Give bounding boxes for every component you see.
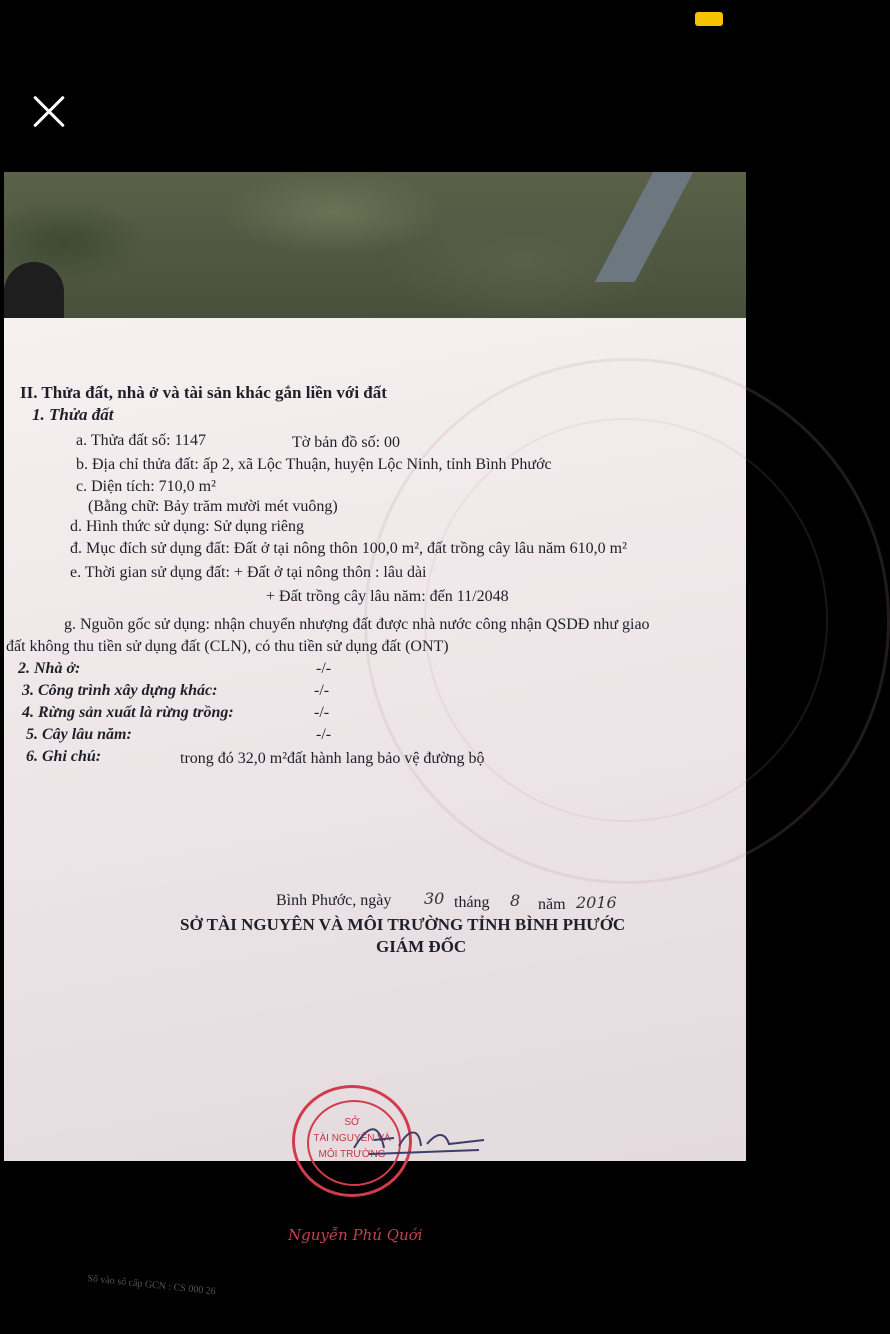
usage-time-2: + Đất trồng cây lâu năm: đến 11/2048 bbox=[266, 588, 509, 605]
close-icon[interactable] bbox=[24, 88, 72, 136]
item-forest-value: -/- bbox=[314, 704, 330, 721]
item-note: 6. Ghi chú: bbox=[26, 748, 102, 765]
usage-purpose: đ. Mục đích sử dụng đất: Đất ở tại nông thôn 100,0 m², đất trồng cây lâu năm 610,0 m² bbox=[70, 540, 627, 557]
item-house: 2. Nhà ở: bbox=[18, 660, 81, 677]
date-year: 2016 bbox=[576, 893, 617, 912]
red-seal: SỞ TÀI NGUYÊN VÀ MÔI TRƯỜNG bbox=[292, 1085, 412, 1197]
date-month: 8 bbox=[510, 891, 521, 910]
item-house-value: -/- bbox=[316, 660, 332, 677]
origin-line-1: g. Nguồn gốc sử dụng: nhận chuyển nhượng đất được nhà nước công nhận QSDĐ như giao bbox=[64, 616, 650, 633]
date-day: 30 bbox=[424, 889, 445, 908]
battery-icon bbox=[695, 12, 723, 26]
document-photo bbox=[4, 172, 746, 1298]
footer-note: Số vào sổ cấp GCN : CS 000 26 bbox=[86, 1273, 217, 1298]
area-in-words: (Bằng chữ: Bảy trăm mười mét vuông) bbox=[88, 498, 338, 515]
item-forest: 4. Rừng sản xuất là rừng trồng: bbox=[22, 704, 234, 721]
usage-form: d. Hình thức sử dụng: Sử dụng riêng bbox=[70, 518, 305, 535]
usage-time-1: e. Thời gian sử dụng đất: + Đất ở tại nông thôn : lâu dài bbox=[70, 564, 427, 581]
map-sheet: Tờ bản đồ số: 00 bbox=[292, 434, 401, 451]
item-note-value: trong đó 32,0 m²đất hành lang bảo vệ đường bộ bbox=[180, 750, 485, 767]
item-perennial-value: -/- bbox=[316, 726, 332, 743]
item-construction-value: -/- bbox=[314, 682, 330, 699]
origin-line-2: đất không thu tiền sử dụng đất (CLN), có thu tiền sử dụng đất (ONT) bbox=[6, 638, 449, 655]
year-label: năm bbox=[538, 896, 566, 913]
item-construction: 3. Công trình xây dựng khác: bbox=[22, 682, 218, 699]
signer-role: GIÁM ĐỐC bbox=[376, 937, 467, 956]
agency-name: SỞ TÀI NGUYÊN VÀ MÔI TRƯỜNG TỈNH BÌNH PHƯỚC bbox=[180, 915, 626, 934]
month-label: tháng bbox=[454, 894, 490, 911]
signature bbox=[349, 1118, 489, 1158]
certificate-page bbox=[4, 318, 746, 1298]
section-title: II. Thửa đất, nhà ở và tài sản khác gắn liền với đất bbox=[20, 383, 387, 402]
parcel-address: b. Địa chỉ thửa đất: ấp 2, xã Lộc Thuận, huyện Lộc Ninh, tỉnh Bình Phước bbox=[76, 456, 552, 473]
place-date: Bình Phước, ngày bbox=[276, 892, 392, 909]
item-perennial: 5. Cây lâu năm: bbox=[26, 726, 132, 743]
signer-name: Nguyễn Phú Quới bbox=[288, 1226, 423, 1244]
parcel-area: c. Diện tích: 710,0 m² bbox=[76, 478, 216, 495]
parcel-number: a. Thửa đất số: 1147 bbox=[76, 432, 206, 449]
subsection-land: 1. Thửa đất bbox=[32, 405, 114, 424]
